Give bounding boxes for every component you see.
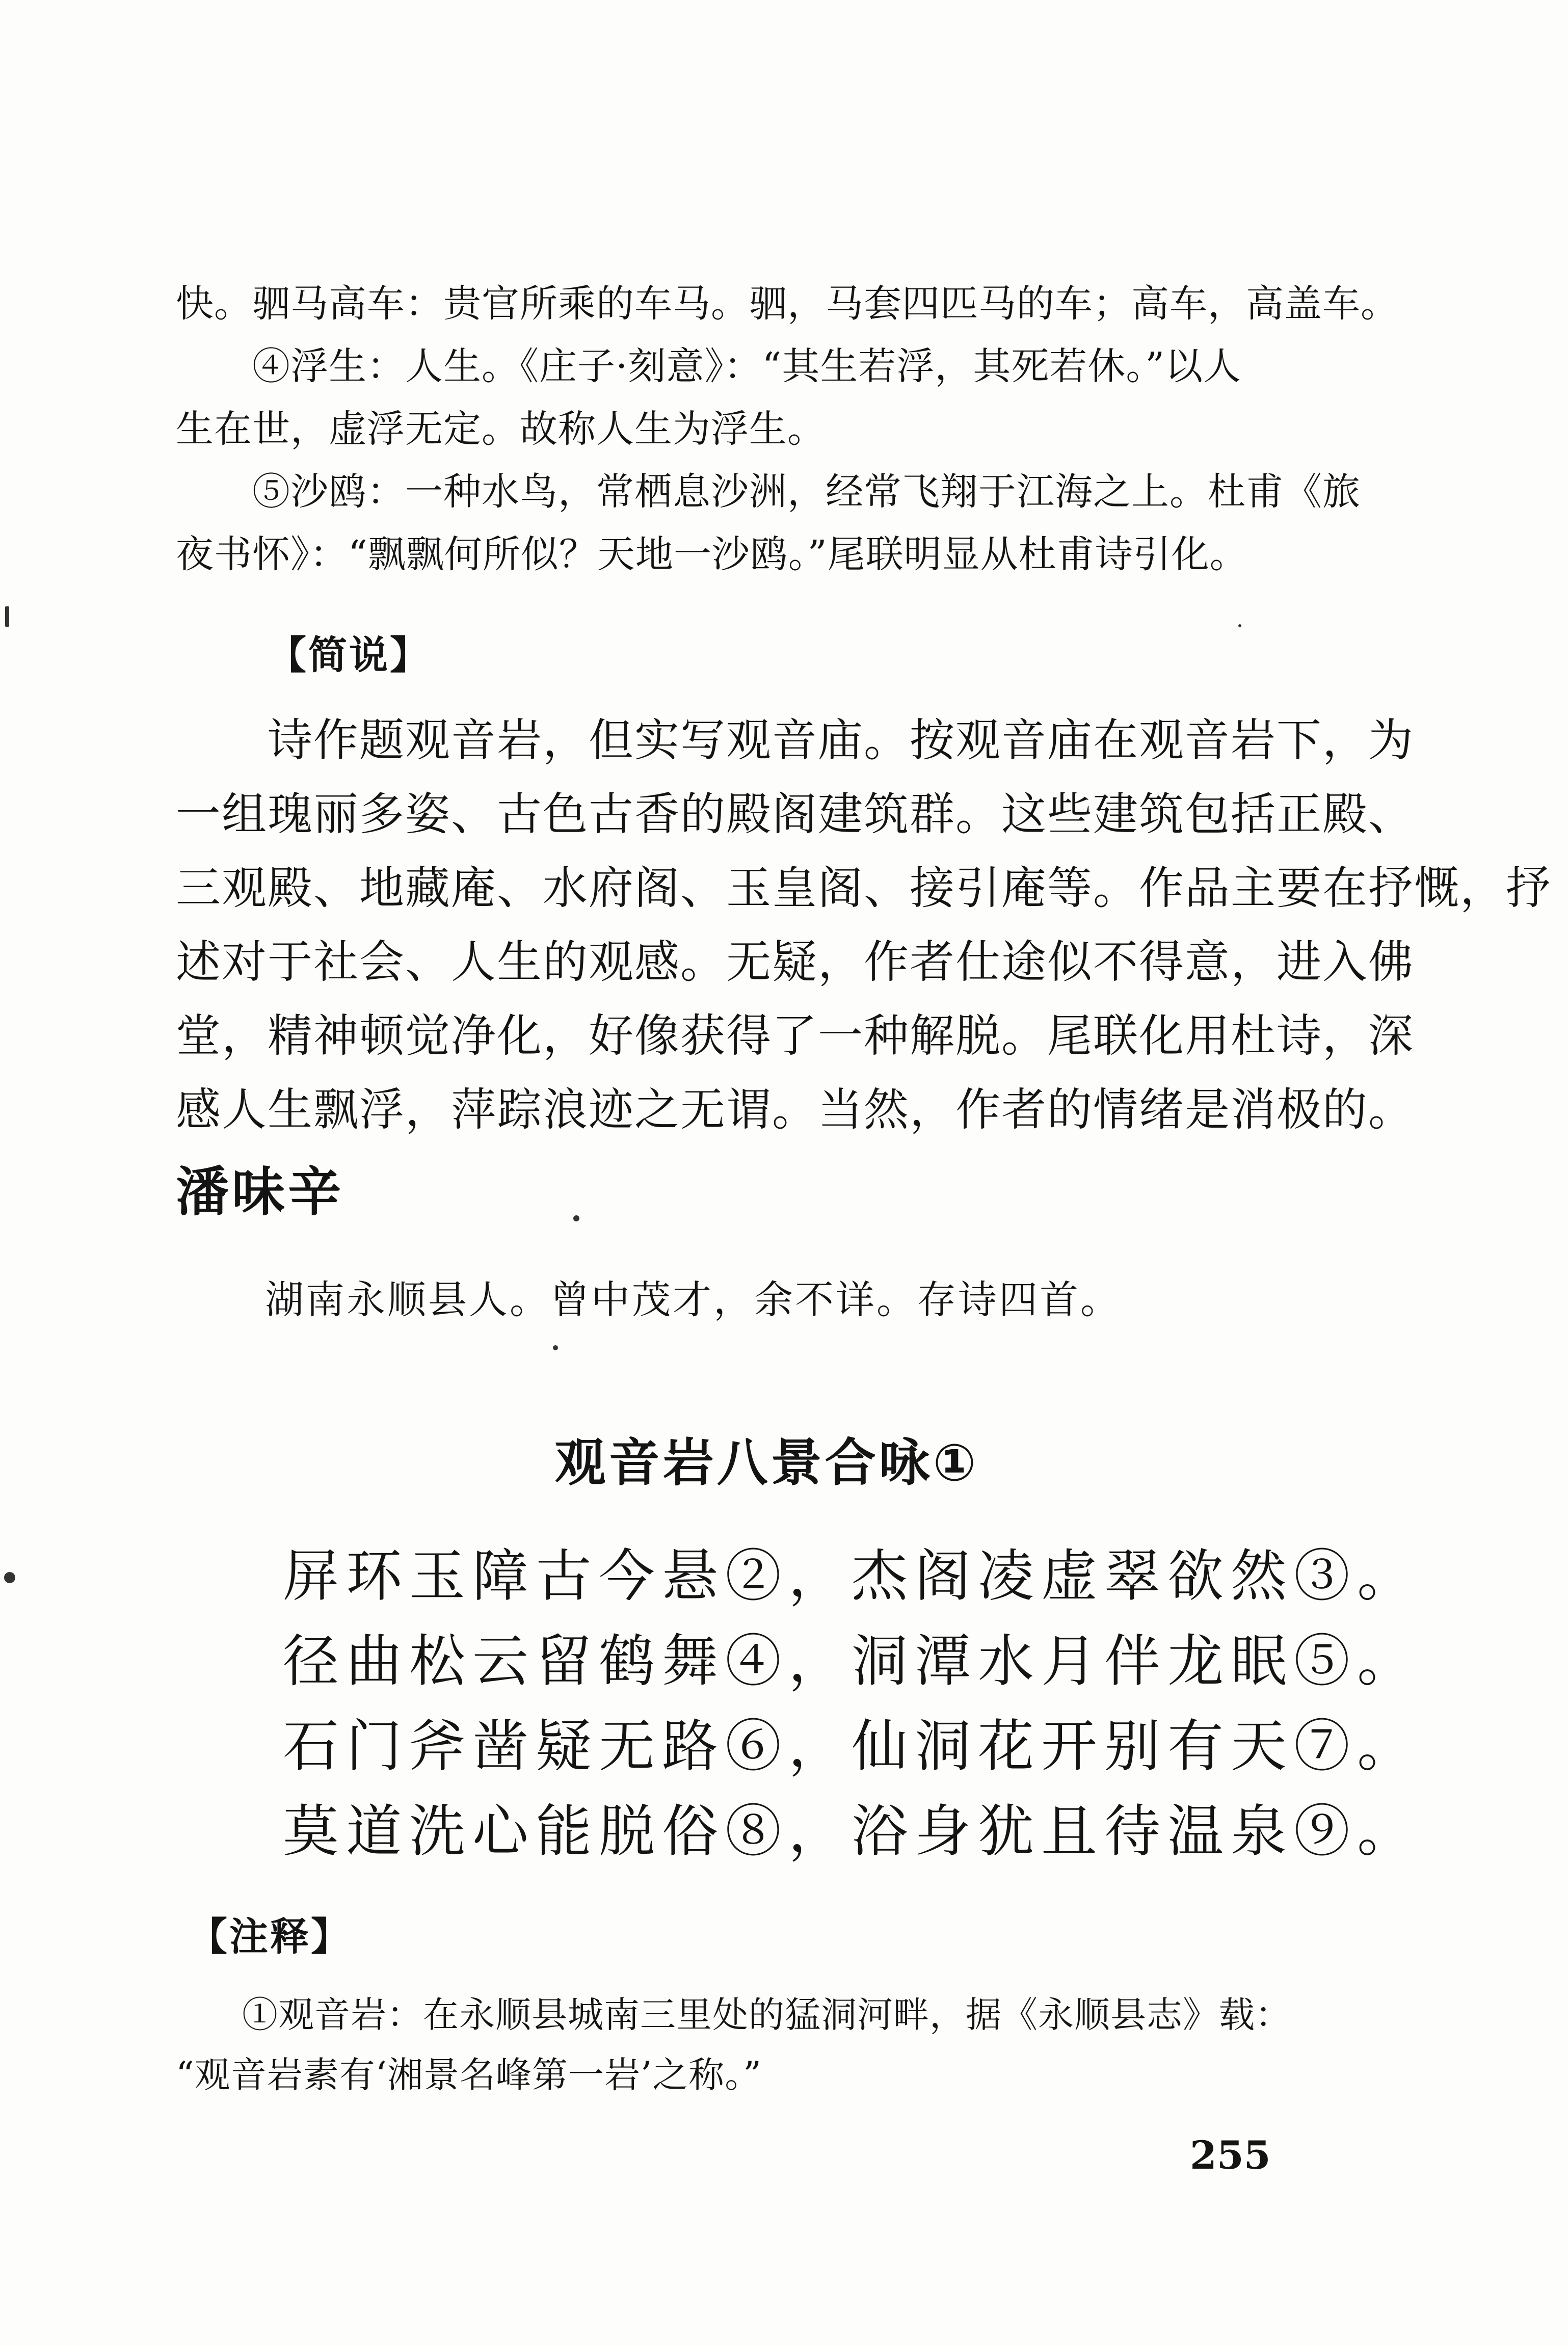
jianshuo-line-2: 一组瑰丽多姿、古色古香的殿阁建筑群。这些建筑包括正殿、 bbox=[176, 788, 1415, 840]
poem-title: 观音岩八景合咏① bbox=[554, 1433, 979, 1492]
jianshuo-line-3: 三观殿、地藏庵、水府阁、玉皇阁、接引庵等。作品主要在抒慨，抒 bbox=[176, 862, 1552, 914]
jianshuo-line-4: 述对于社会、人生的观感。无疑，作者仕途似不得意，进入佛 bbox=[176, 936, 1415, 988]
author-name: 潘味辛 bbox=[176, 1161, 344, 1223]
author-bio: 湖南永顺县人。曾中茂才，余不详。存诗四首。 bbox=[265, 1277, 1121, 1322]
note-line-5: 夜书怀》：“飘飘何所似？天地一沙鸥。”尾联明显从杜甫诗引化。 bbox=[176, 532, 1248, 576]
zhushi-body bbox=[176, 1985, 1358, 2105]
poem-line-1: 屏环玉障古今悬②，杰阁凌虚翠欲然③。 bbox=[283, 1543, 1420, 1609]
scan-mark bbox=[5, 606, 9, 627]
jianshuo-line-6: 感人生飘浮，萍踪浪迹之无谓。当然，作者的情绪是消极的。 bbox=[176, 1083, 1415, 1136]
notes-section bbox=[176, 273, 1399, 586]
page-number: 255 bbox=[1190, 2132, 1271, 2178]
zhushi-line-2: “观音岩素有‘湘景名峰第一岩’之称。” bbox=[176, 2054, 762, 2096]
poem-line-3: 石门斧凿疑无路⑥，仙洞花开别有天⑦。 bbox=[283, 1714, 1420, 1779]
zhushi-line-1: ①观音岩：在永顺县城南三里处的猛洞河畔，据《永顺县志》载： bbox=[242, 1994, 1291, 2036]
poem-line-2: 径曲松云留鹤舞④，洞潭水月伴龙眠⑤。 bbox=[283, 1629, 1420, 1694]
jianshuo-body bbox=[176, 703, 1552, 1147]
jianshuo-heading: 【简说】 bbox=[268, 632, 431, 678]
scan-mark bbox=[1238, 624, 1241, 627]
scan-mark bbox=[4, 1572, 15, 1583]
note-line-2: ④浮生：人生。《庄子·刻意》：“其生若浮，其死若休。”以人 bbox=[252, 344, 1242, 388]
note-line-4: ⑤沙鸥：一种水鸟，常栖息沙洲，经常飞翔于江海之上。杜甫《旅 bbox=[252, 470, 1361, 514]
jianshuo-line-5: 堂，精神顿觉净化，好像获得了一种解脱。尾联化用杜诗，深 bbox=[176, 1009, 1415, 1062]
note-line-3: 生在世，虚浮无定。故称人生为浮生。 bbox=[176, 407, 826, 451]
note-line-1: 快。驷马高车：贵官所乘的车马。驷，马套四匹马的车；高车，高盖车。 bbox=[176, 282, 1399, 326]
poem-body bbox=[283, 1534, 1465, 1874]
scan-mark bbox=[553, 1345, 558, 1350]
jianshuo-line-1: 诗作题观音岩，但实写观音庙。按观音庙在观音岩下，为 bbox=[268, 714, 1415, 766]
zhushi-heading: 【注释】 bbox=[189, 1914, 352, 1959]
poem-line-4: 莫道洗心能脱俗⑧，浴身犹且待温泉⑨。 bbox=[283, 1799, 1420, 1864]
scan-mark bbox=[573, 1215, 579, 1221]
